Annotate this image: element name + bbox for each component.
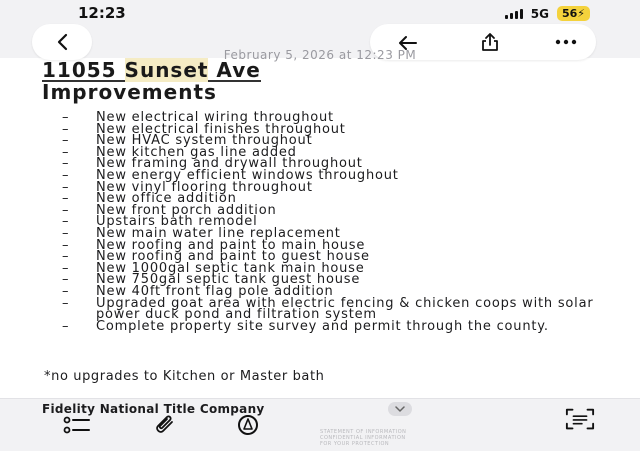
battery-indicator: 56⚡ [557,6,590,21]
list-item[interactable] [62,318,602,334]
list-item-text: New energy efficient windows throughout [96,167,399,183]
signal-icon [505,8,523,19]
battery-level: 56 [561,7,578,20]
list-item-text: New roofing and paint to guest house [96,249,370,265]
footnote[interactable]: *no upgrades to Kitchen or Master bath [44,369,325,384]
dash-bullet: – [62,237,70,253]
improvements-list [62,112,602,332]
dash-bullet: – [62,156,70,172]
paperclip-icon [153,414,177,436]
dash-bullet: – [62,318,70,334]
list-item-text: Upstairs bath remodel [96,214,258,230]
list-item-text: New main water line replacement [96,225,341,241]
pen-tip-icon [236,413,260,437]
status-indicators [505,6,590,21]
list-item-text: New kitchen gas line added [96,144,297,160]
list-item-text: New front porch addition [96,202,277,218]
dash-bullet: – [62,283,70,299]
attach-button[interactable] [150,413,180,437]
dash-bullet: – [62,121,70,137]
network-label: 5G [530,6,549,21]
dash-bullet: – [62,144,70,160]
list-item-text: New vinyl flooring throughout [96,179,313,195]
dash-bullet: – [62,260,70,276]
list-item-text: Upgraded goat area with electric fencing & chicken coops with solar power duck pond and filtration system [96,295,594,323]
title-suffix: Ave [208,58,261,82]
checklist-icon [63,415,91,435]
dash-bullet: – [62,191,70,207]
live-text-button[interactable] [565,407,595,431]
status-bar [0,0,640,26]
expand-attachment-button[interactable] [388,402,412,416]
preview-line: CONFIDENTIAL INFORMATION [320,435,406,441]
title-number: 11055 [42,58,125,82]
list-item-text: New HVAC system throughout [96,133,313,149]
list-item-text: New 40ft front flag pole addition [96,283,334,299]
dash-bullet: – [62,249,70,265]
note-timestamp: February 5, 2026 at 12:23 PM [223,48,417,62]
title-first-line [42,60,261,82]
dash-bullet: – [62,110,70,125]
dash-bullet: – [62,179,70,195]
dash-bullet: – [62,214,70,230]
attachment-preview-text [320,429,406,447]
dash-bullet: – [62,133,70,149]
bottom-bar [0,398,640,451]
note-title[interactable] [42,60,261,102]
list-item-text: New 1000gal septic tank main house [96,260,365,276]
list-item-text: New 750gal septic tank guest house [96,272,361,288]
dash-bullet: – [62,202,70,218]
more-icon [555,39,577,45]
list-item-text: New office addition [96,191,237,207]
status-time: 12:23 [78,4,126,22]
dash-bullet: – [62,225,70,241]
title-second-line: Improvements [42,80,217,104]
dash-bullet: – [62,295,70,311]
scan-text-icon [565,406,595,432]
list-item-text: New roofing and paint to main house [96,237,366,253]
markup-button[interactable] [233,413,263,437]
dash-bullet: – [62,167,70,183]
preview-line: FOR YOUR PROTECTION [320,441,390,447]
list-item[interactable] [62,295,602,323]
list-item-text: New electrical finishes throughout [96,121,346,137]
chevron-down-icon [395,406,405,412]
checklist-button[interactable] [62,413,92,437]
title-highlight: Sunset [124,58,209,82]
list-item-text: New framing and drywall throughout [96,156,363,172]
attachment-title[interactable]: Fidelity National Title Company [42,402,265,416]
dash-bullet: – [62,272,70,288]
preview-line: STATEMENT OF INFORMATION [320,429,407,435]
list-item-text: New electrical wiring throughout [96,110,334,125]
list-item-text: Complete property site survey and permit through the county. [96,318,549,334]
